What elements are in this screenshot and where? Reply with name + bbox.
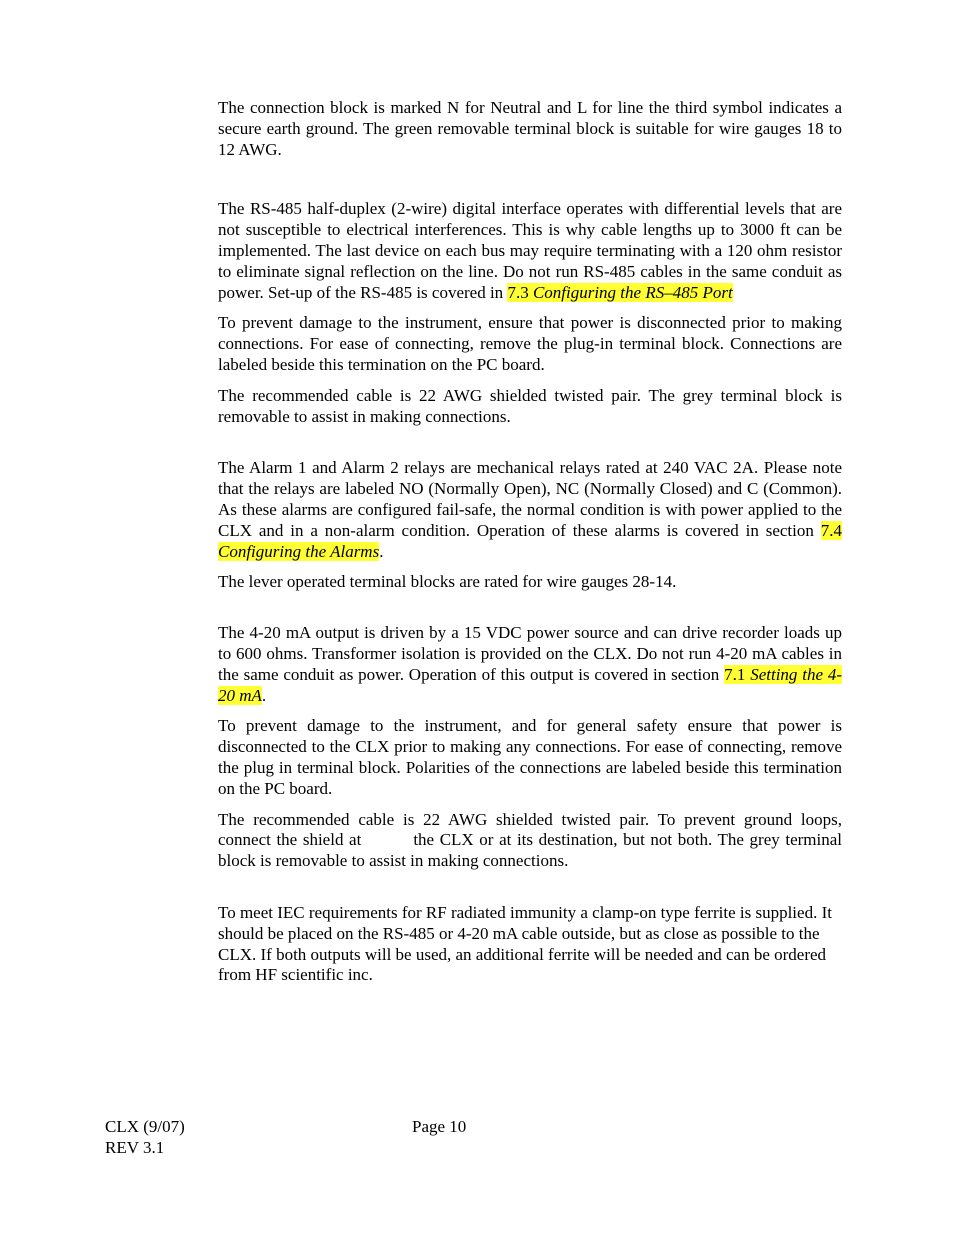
rs485-safety-paragraph: To prevent damage to the instrument, ensure that power is disconnected prior to making connections. For ease of connecting, remove the plug-in terminal block. Connections are labeled beside this termination on the PC board. xyxy=(218,313,842,374)
footer-revision: REV 3.1 xyxy=(105,1138,165,1157)
analog-cable-text-b: the CLX or at its destination, but not both. The grey terminal block is removable to assist in making connections. xyxy=(218,830,842,871)
rs485-text: The RS-485 half-duplex (2-wire) digital interface operates with differential levels that are not susceptible to electrical interferences. This is why cable lengths up to 3000 ft can be implemented. The last device on each bus may require terminating with a 120 ohm resistor to eliminate signal reflection on the line. Do not run RS-485 cables in the same conduit as power. Set-up of the RS-485 is covered in xyxy=(218,199,842,302)
page-body xyxy=(218,98,842,986)
rs485-section-title: Configuring the RS–485 Port xyxy=(532,282,733,302)
terminal-blocks-paragraph: The lever operated terminal blocks are rated for wire gauges 28-14. xyxy=(218,572,677,592)
analog-text: The 4-20 mA output is driven by a 15 VDC power source and can drive recorder loads up to 600 ohms. Transformer isolation is provided on the CLX. Do not run 4-20 mA cables in the same conduit as power. Operation of this output is covered in section xyxy=(218,623,842,684)
alarms-section-title: Configuring the Alarms xyxy=(218,541,380,561)
footer-page-number: Page 10 xyxy=(412,1117,467,1136)
alarm-text: The Alarm 1 and Alarm 2 relays are mechanical relays rated at 240 VAC 2A. Please note that the relays are labeled NO (Normally Open), NC (Normally Closed) and C (Common). As these alarms are configured fail-safe, the normal condition is with power applied to the CLX and in a non-alarm condition. Operation of these alarms is covered in section xyxy=(218,458,842,540)
power-connection-paragraph: The connection block is marked N for Neutral and L for line the third symbol indicates a secure earth ground. The green removable terminal block is suitable for wire gauges 18 to 12 AWG. xyxy=(218,98,842,159)
rs485-interface-paragraph xyxy=(218,199,842,303)
rs485-section-link[interactable] xyxy=(507,283,732,302)
analog-section-title: Setting the 4-20 mA xyxy=(218,664,843,705)
rs485-cable-paragraph: The recommended cable is 22 AWG shielded twisted pair. The grey terminal block is removable to assist in making connections. xyxy=(218,385,842,426)
analog-safety-paragraph: To prevent damage to the instrument, and for general safety ensure that power is disconnected to the CLX prior to making any connections. For ease of connecting, remove the plug in terminal block. Polarities of the connections are labeled beside this termination on the PC board. xyxy=(218,716,842,798)
alarms-section-number: 7.4 xyxy=(820,520,842,540)
analog-output-paragraph xyxy=(218,623,842,706)
alarm-relays-paragraph xyxy=(218,458,842,562)
alarm-text-end: . xyxy=(379,541,384,561)
footer-doc-id: CLX (9/07) xyxy=(105,1117,185,1136)
analog-section-number: 7.1 xyxy=(724,664,746,684)
rs485-section-number: 7.3 xyxy=(507,282,529,302)
analog-text-end: . xyxy=(261,685,267,705)
analog-cable-paragraph xyxy=(218,810,842,872)
footer-document-info xyxy=(105,1116,185,1158)
ferrite-paragraph: To meet IEC requirements for RF radiated immunity a clamp-on type ferrite is supplied. It should be placed on the RS-485 or 4-20 mA cable outside, but as close as possible to the CLX. If both outputs will be used, an additional ferrite will be needed and can be ordered from HF scientific inc. xyxy=(218,902,832,985)
analog-cable-text-a: The recommended cable is 22 AWG shielded twisted pair. To prevent ground loops, connect the shield at xyxy=(218,809,842,850)
